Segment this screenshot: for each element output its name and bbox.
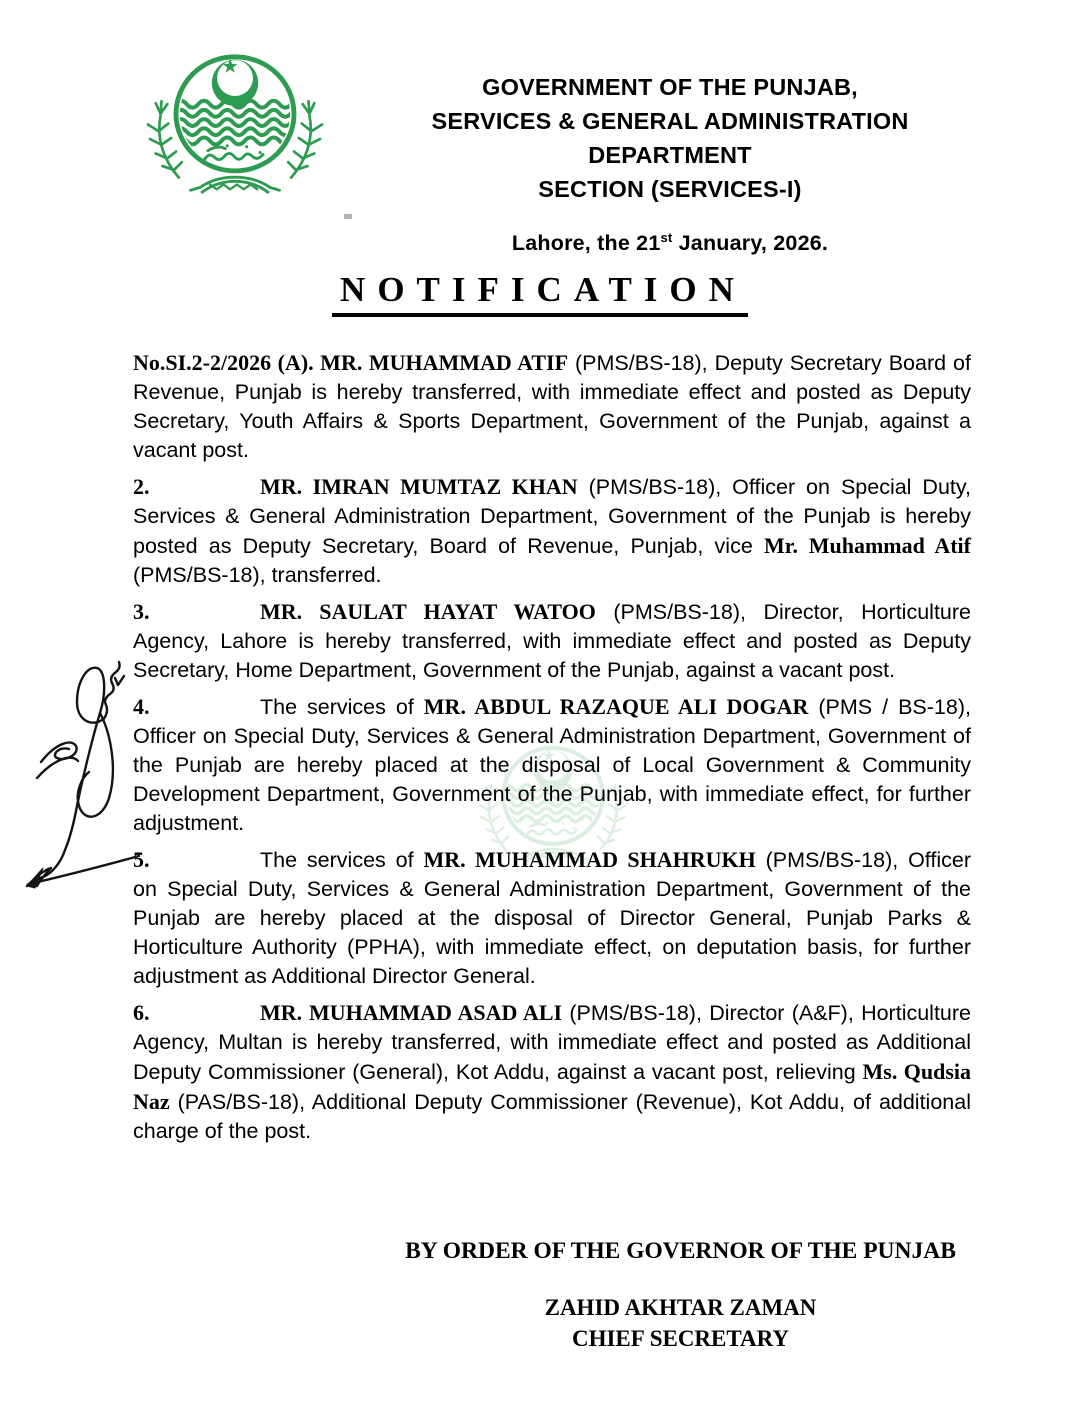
paragraph-text: (PMS/BS-18), Director, Horticulture Agency, Lahore is hereby transferred, with immediate effect and posted as Deputy Secretary, Home Department, Government of the Punjab, against a vacant post. — [133, 600, 971, 682]
department-line-2: SERVICES & GENERAL ADMINISTRATION — [431, 108, 909, 134]
paragraph-text: (PMS/BS-18), Officer on Special Duty, Services & General Administration Department, Government of the Punjab is hereby posted as Deputy Secretary, Board of Revenue, Punjab, vice — [133, 475, 972, 558]
paragraph-text: (PAS/BS-18), Additional Deputy Commissioner (Revenue), Kot Addu, of additional charge of the post. — [133, 1090, 971, 1143]
officer-name: MR. MUHAMMAD ASAD ALI — [260, 1000, 563, 1025]
paragraph-2 — [133, 472, 971, 590]
officer-name: MR. ABDUL RAZAQUE ALI DOGAR — [423, 694, 809, 719]
case-number-and-officer-name: No.SI.2-2/2026 (A). MR. MUHAMMAD ATIF — [133, 350, 569, 375]
paragraph-text: (PMS/BS-18), transferred. — [133, 563, 382, 587]
department-line-4: SECTION (SERVICES-I) — [538, 176, 802, 202]
date-prefix: Lahore, the 21 — [511, 231, 661, 256]
paragraph-1 — [133, 348, 971, 465]
title-row — [0, 270, 1080, 317]
handwritten-signature-icon — [15, 650, 150, 890]
date-line — [360, 221, 980, 260]
paragraph-number: 4. — [133, 694, 150, 719]
date-ordinal-suffix: st — [660, 230, 673, 245]
officer-name: Ms. Qudsia Naz — [133, 1059, 971, 1114]
paragraph-number: 3. — [133, 599, 150, 624]
paragraph-text: (PMS/BS-18), Director (A&F), Horticulture Agency, Multan is hereby transferred, with immediate effect and posted as Additional Deputy Commissioner (General), Kot Addu, against a vacant post, relieving — [133, 1001, 972, 1084]
scan-artifact — [344, 214, 352, 219]
signatory-title: CHIEF SECRETARY — [571, 1326, 790, 1351]
paragraph-text: The services of — [260, 848, 424, 872]
date-suffix: January, 2026. — [672, 231, 829, 256]
page-title: NOTIFICATION — [332, 270, 748, 317]
paragraph-text: The services of — [260, 695, 424, 719]
paragraph-text: (PMS / BS-18), Officer on Special Duty, Services & General Administration Department, Government of the Punjab are hereby placed at the disposal of Local Government & Community Development Department, Government of the Punjab, with immediate effect, for further adjustment. — [133, 695, 971, 835]
punjab-crest-icon — [146, 50, 324, 197]
department-line-3: DEPARTMENT — [588, 142, 752, 168]
officer-name: MR. SAULAT HAYAT WATOO — [260, 599, 596, 624]
department-line-1: GOVERNMENT OF THE PUNJAB, — [482, 74, 858, 100]
paragraph-5 — [133, 845, 971, 991]
paragraph-number: 6. — [133, 1000, 150, 1025]
officer-name: MR. MUHAMMAD SHAHRUKH — [423, 847, 756, 872]
paragraph-number: 5. — [133, 847, 150, 872]
paragraph-6 — [133, 998, 971, 1146]
paragraph-4 — [133, 692, 971, 838]
paragraph-text: (PMS/BS-18), Deputy Secretary Board of Revenue, Punjab is hereby transferred, with immediate effect and posted as Deputy Secretary, Youth Affairs & Sports Department, Government of the Punjab, against a vacant post. — [133, 351, 971, 462]
paragraph-number: 2. — [133, 474, 150, 499]
paragraph-text: (PMS/BS-18), Officer on Special Duty, Services & General Administration Department, Government of the Punjab are hereby placed at the disposal of Director General, Punjab Parks & Horticulture Authority (PPHA), with immediate effect, on deputation basis, for further adjustment as Additional Director General. — [133, 848, 972, 988]
by-order-line: BY ORDER OF THE GOVERNOR OF THE PUNJAB — [405, 1238, 956, 1264]
letterhead — [360, 70, 980, 260]
officer-name: MR. IMRAN MUMTAZ KHAN — [260, 474, 578, 499]
paragraph-3 — [133, 597, 971, 685]
officer-name: Mr. Muhammad Atif — [763, 533, 971, 558]
signatory-name: ZAHID AKHTAR ZAMAN — [544, 1295, 817, 1320]
footer — [398, 1238, 963, 1354]
notification-body — [133, 348, 971, 1153]
